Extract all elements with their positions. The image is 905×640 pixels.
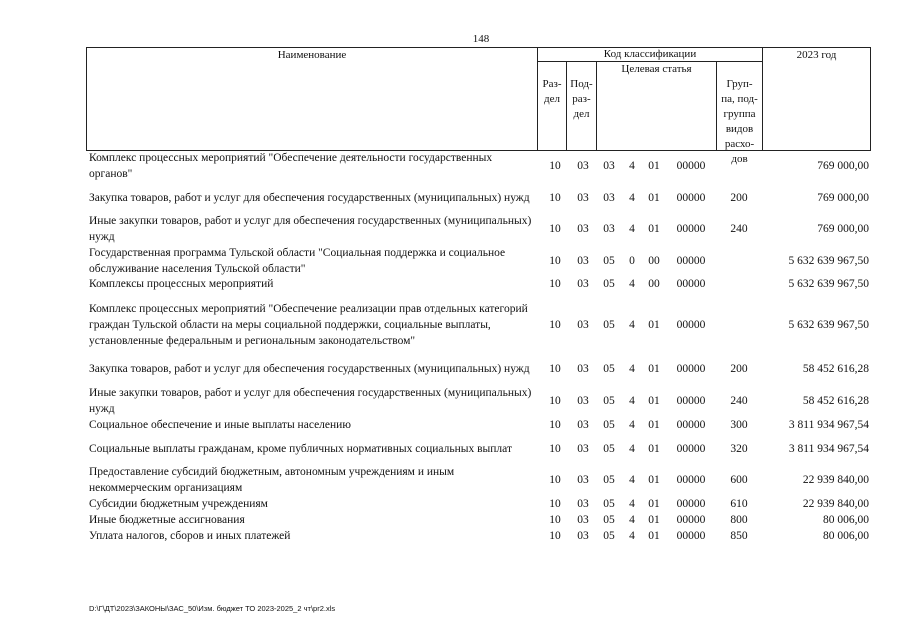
row-cs3: 01: [648, 160, 660, 172]
row-cs2: 4: [629, 498, 635, 510]
row-amount: 58 452 616,28: [802, 395, 869, 407]
row-cs1: 05: [603, 419, 615, 431]
row-name: Уплата налогов, сборов и иных платежей: [89, 530, 291, 542]
row-pr: 03: [577, 223, 589, 235]
row-amount: 22 939 840,00: [802, 474, 869, 486]
row-cs3: 01: [648, 498, 660, 510]
row-cs3: 01: [648, 442, 660, 455]
table-row: [89, 433, 869, 464]
row-amount: 80 006,00: [823, 514, 869, 526]
row-vr: 800: [730, 514, 748, 526]
row-cs3: 01: [648, 514, 660, 526]
table-row: [89, 150, 869, 182]
row-cs4: 00000: [676, 160, 706, 172]
row-cs1: 05: [603, 363, 615, 375]
row-rz: 10: [549, 530, 561, 542]
row-amount: 22 939 840,00: [802, 498, 869, 510]
row-cs4: 00000: [676, 278, 706, 290]
row-name: Иные закупки товаров, работ и услуг для обеспечения государственных (муниципальных) нужд: [89, 387, 532, 415]
row-pr: 03: [577, 363, 589, 375]
row-name: Социальные выплаты гражданам, кроме публичных нормативных социальных выплат: [89, 442, 512, 455]
row-cs3: 01: [648, 474, 660, 486]
row-cs2: 4: [629, 474, 635, 486]
row-name: Предоставление субсидий бюджетным, автономным учреждениям и иным некоммерческим организациям: [89, 466, 455, 494]
row-name: Субсидии бюджетным учреждениям: [89, 498, 268, 510]
row-name: Социальное обеспечение и иные выплаты населению: [89, 419, 351, 431]
row-cs4: 00000: [676, 191, 706, 204]
row-cs1: 03: [603, 160, 615, 172]
row-rz: 10: [549, 191, 561, 204]
header-name-cell: [86, 47, 538, 151]
row-name: Закупка товаров, работ и услуг для обеспечения государственных (муниципальных) нужд: [89, 363, 530, 375]
row-vr: 850: [730, 530, 748, 542]
table-row: [89, 385, 869, 417]
row-cs4: 00000: [676, 419, 706, 431]
row-pr: 03: [577, 191, 589, 204]
row-cs2: 4: [629, 319, 635, 331]
footer-file-path: D:\Г\ДТ\2023\ЗАКОНЫ\ЗАС_50\Изм. бюджет ТО 2023-2025_2 чт\pr2.xls: [89, 604, 336, 613]
row-cs2: 4: [629, 442, 635, 455]
row-cs3: 01: [648, 419, 660, 431]
table-row: [89, 213, 869, 245]
row-cs2: 4: [629, 419, 635, 431]
row-rz: 10: [549, 514, 561, 526]
row-cs3: 01: [648, 530, 660, 542]
row-cs1: 05: [603, 254, 615, 267]
table-row: [89, 528, 869, 544]
header-name: Наименование: [277, 49, 347, 61]
row-cs1: 05: [603, 514, 615, 526]
row-cs4: 00000: [676, 363, 706, 375]
row-amount: 5 632 639 967,50: [788, 254, 869, 267]
row-cs4: 00000: [676, 498, 706, 510]
row-cs2: 4: [629, 514, 635, 526]
row-vr: 300: [730, 419, 748, 431]
row-vr: 200: [730, 363, 748, 375]
row-cs4: 00000: [676, 223, 706, 235]
header-target: Целевая статья: [621, 63, 692, 75]
row-cs3: 01: [648, 363, 660, 375]
row-vr: [725, 150, 753, 182]
row-pr: 03: [577, 278, 589, 290]
table-row: [89, 496, 869, 512]
page-number: 148: [472, 33, 490, 45]
row-cs1: 03: [603, 223, 615, 235]
row-rz: 10: [549, 363, 561, 375]
header-group: Груп- па, под- группа видов расхо- дов: [721, 78, 758, 165]
row-cs4: 00000: [676, 530, 706, 542]
row-cs4: 00000: [676, 442, 706, 455]
row-cs2: 0: [629, 254, 635, 267]
row-cs1: 05: [603, 498, 615, 510]
header-classification-cell: [537, 47, 763, 62]
row-pr: 03: [577, 395, 589, 407]
row-vr: [725, 297, 753, 353]
row-rz: 10: [549, 223, 561, 235]
row-cs1: 05: [603, 442, 615, 455]
row-cs2: 4: [629, 395, 635, 407]
table-row: [89, 297, 869, 353]
row-rz: 10: [549, 319, 561, 331]
table-row: [89, 182, 869, 213]
table-row: [89, 512, 869, 528]
row-cs4: 00000: [676, 514, 706, 526]
row-vr: 240: [730, 223, 748, 235]
row-amount: 3 811 934 967,54: [788, 442, 869, 455]
header-year-cell: [762, 47, 871, 151]
header-year: 2023 год: [796, 49, 837, 61]
row-pr: 03: [577, 514, 589, 526]
row-vr: [725, 276, 753, 292]
row-name: Комплексы процессных мероприятий: [89, 278, 274, 290]
row-pr: 03: [577, 442, 589, 455]
row-cs2: 4: [629, 223, 635, 235]
row-pr: 03: [577, 419, 589, 431]
row-pr: 03: [577, 254, 589, 267]
header-razdel-cell: [537, 61, 567, 151]
row-cs3: 00: [648, 278, 660, 290]
header-razdel: Раз- дел: [542, 78, 562, 105]
row-vr: 610: [730, 498, 748, 510]
row-cs2: 4: [629, 530, 635, 542]
row-name: Закупка товаров, работ и услуг для обеспечения государственных (муниципальных) нужд: [89, 191, 530, 204]
row-cs3: 01: [648, 191, 660, 204]
row-amount: 769 000,00: [817, 223, 869, 235]
row-cs3: 00: [648, 254, 660, 267]
row-cs4: 00000: [676, 319, 706, 331]
row-rz: 10: [549, 419, 561, 431]
table-row: [89, 276, 869, 292]
row-pr: 03: [577, 530, 589, 542]
row-cs4: 00000: [676, 474, 706, 486]
row-amount: 5 632 639 967,50: [788, 319, 869, 331]
row-name: Комплекс процессных мероприятий "Обеспечение деятельности государственных органов": [89, 152, 493, 180]
row-rz: 10: [549, 395, 561, 407]
table-row: [89, 245, 869, 276]
row-pr: 03: [577, 474, 589, 486]
row-vr: [725, 245, 753, 276]
row-cs1: 05: [603, 530, 615, 542]
row-cs3: 01: [648, 319, 660, 331]
row-cs2: 4: [629, 278, 635, 290]
row-cs3: 01: [648, 223, 660, 235]
row-amount: 5 632 639 967,50: [788, 278, 869, 290]
row-rz: 10: [549, 160, 561, 172]
row-amount: 769 000,00: [817, 191, 869, 204]
header-podrazdel-cell: [566, 61, 597, 151]
row-name: Комплекс процессных мероприятий "Обеспечение реализации прав отдельных категорий граждан Тульской области на меры социальной поддержки, социальные выплаты, установленные федеральным и региональным законодательством": [89, 303, 528, 347]
row-rz: 10: [549, 278, 561, 290]
table-row: [89, 417, 869, 433]
row-rz: 10: [549, 498, 561, 510]
row-pr: 03: [577, 498, 589, 510]
row-amount: 769 000,00: [817, 160, 869, 172]
header-target-cell: [596, 61, 717, 151]
row-name: Государственная программа Тульской области "Социальная поддержка и социальное обслуживание населения Тульской области": [89, 246, 506, 275]
row-cs1: 05: [603, 474, 615, 486]
header-classification: Код классификации: [603, 48, 697, 60]
row-amount: 80 006,00: [823, 530, 869, 542]
row-vr: 320: [730, 442, 748, 455]
row-rz: 10: [549, 474, 561, 486]
row-pr: 03: [577, 160, 589, 172]
row-amount: 58 452 616,28: [802, 363, 869, 375]
header-group-cell: [716, 61, 763, 165]
row-cs1: 05: [603, 319, 615, 331]
row-vr: 600: [730, 474, 748, 486]
row-vr: 200: [730, 191, 748, 204]
row-cs1: 05: [603, 278, 615, 290]
row-name: Иные закупки товаров, работ и услуг для обеспечения государственных (муниципальных) нужд: [89, 215, 532, 243]
row-amount: 3 811 934 967,54: [788, 419, 869, 431]
table-row: [89, 353, 869, 385]
header-podrazdel: Под- раз- дел: [570, 78, 593, 120]
row-cs2: 4: [629, 363, 635, 375]
row-rz: 10: [549, 442, 561, 455]
table-row: [89, 464, 869, 496]
row-rz: 10: [549, 254, 561, 267]
row-cs4: 00000: [676, 254, 706, 267]
row-cs3: 01: [648, 395, 660, 407]
row-cs2: 4: [629, 160, 635, 172]
row-cs1: 05: [603, 395, 615, 407]
row-cs1: 03: [603, 191, 615, 204]
row-name: Иные бюджетные ассигнования: [89, 514, 245, 526]
row-cs2: 4: [629, 191, 635, 204]
row-pr: 03: [577, 319, 589, 331]
row-cs4: 00000: [676, 395, 706, 407]
row-vr: 240: [730, 395, 748, 407]
